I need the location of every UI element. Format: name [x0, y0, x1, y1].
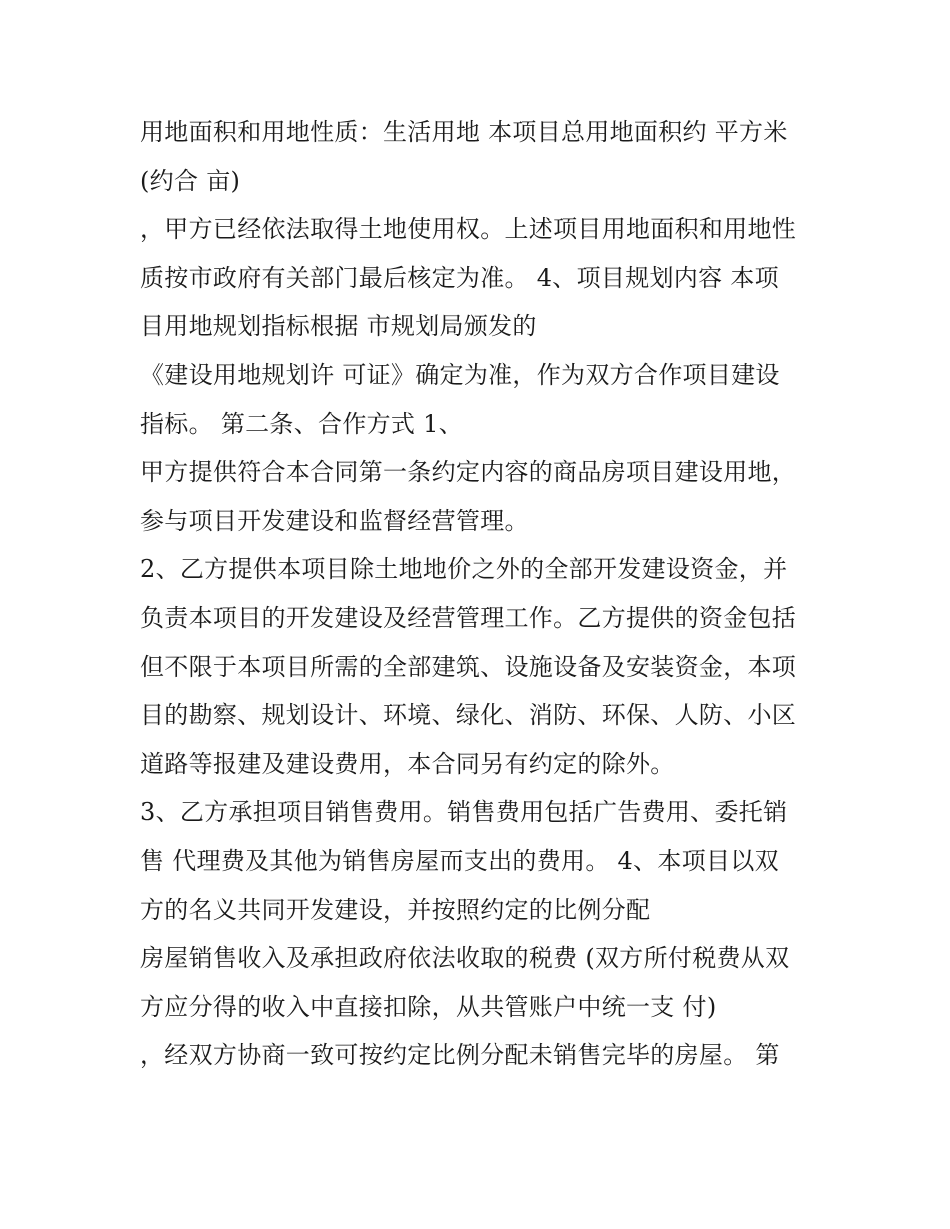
text-line: 但不限于本项目所需的全部建筑、设施设备及安装资金，本项 [140, 652, 797, 681]
text-line: 质按市政府有关部门最后核定为准。 4、项目规划内容 本项 [140, 263, 779, 292]
text-line: 指标。 第二条、合作方式 1、 [140, 409, 464, 438]
text-line: 方的名义共同开发建设，并按照约定的比例分配 [140, 895, 651, 924]
text-line: 道路等报建及建设费用，本合同另有约定的除外。 [140, 749, 675, 778]
text-line: 目的勘察、规划设计、环境、绿化、消防、环保、人防、小区 [140, 701, 797, 730]
text-line: 售 代理费及其他为销售房屋而支出的费用。 4、本项目以双 [140, 846, 779, 875]
contract-body-text [140, 108, 830, 1080]
text-line: 2、乙方提供本项目除土地地价之外的全部开发建设资金，并 [140, 555, 788, 584]
text-line: ，经双方协商一致可按约定比例分配未销售完毕的房屋。 第 [140, 1041, 780, 1070]
text-line: 甲方提供符合本合同第一条约定内容的商品房项目建设用地， [140, 458, 797, 487]
text-line: (约合 亩) [140, 166, 241, 195]
text-line: 参与项目开发建设和监督经营管理。 [140, 506, 529, 535]
text-line: 3、乙方承担项目销售费用。销售费用包括广告费用、委托销 [140, 798, 788, 827]
text-line: 用地面积和用地性质：生活用地 本项目总用地面积约 平方米 [140, 118, 788, 146]
text-line: 房屋销售收入及承担政府依法收取的税费 (双方所付税费从双 [140, 944, 790, 973]
text-line: 《建设用地规划许 可证》确定为准，作为双方合作项目建设 [140, 360, 780, 389]
text-line: 负责本项目的开发建设及经营管理工作。乙方提供的资金包括 [140, 603, 797, 632]
text-line: 目用地规划指标根据 市规划局颁发的 [140, 312, 537, 341]
text-line: ，甲方已经依法取得土地使用权。上述项目用地面积和用地性 [140, 215, 797, 244]
text-line: 方应分得的收入中直接扣除，从共管账户中统一支 付) [140, 992, 717, 1021]
